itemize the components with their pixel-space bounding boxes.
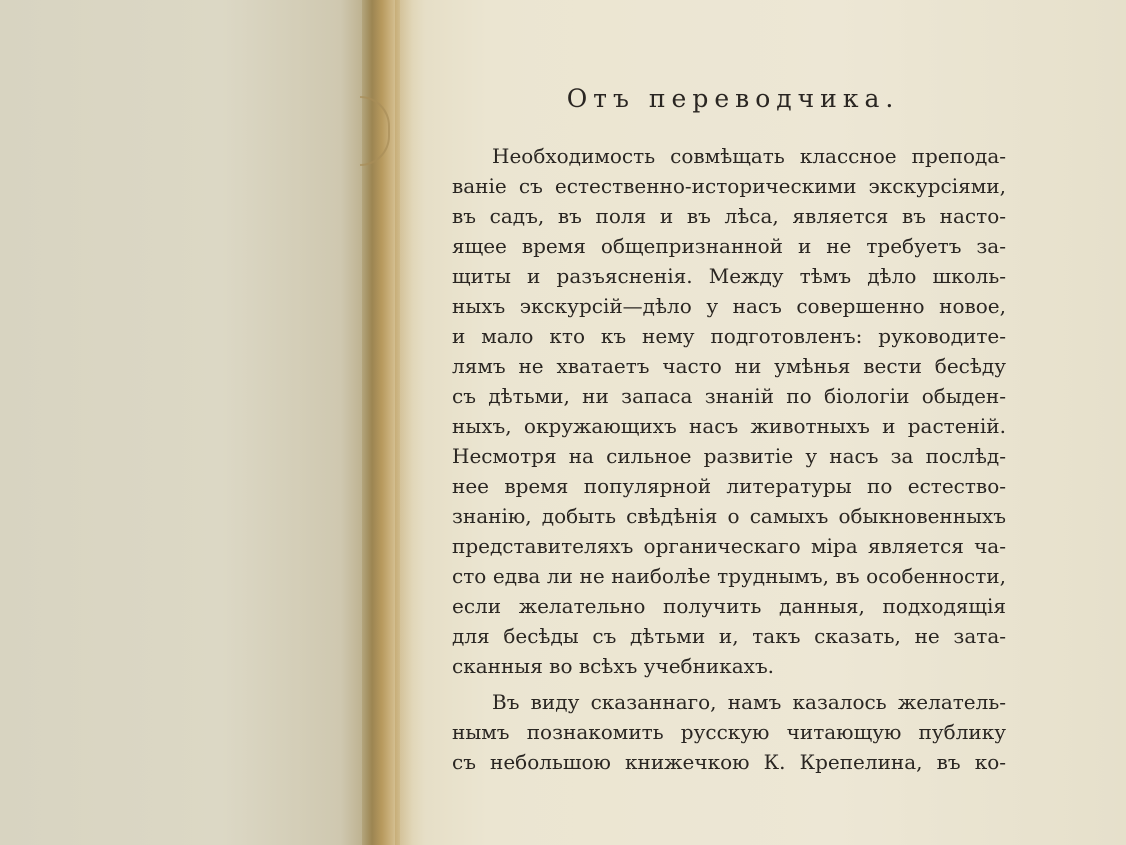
- text-line: если желательно получить данныя, подходящія: [452, 594, 1006, 618]
- text-line: нымъ познакомить русскую читающую публику: [452, 720, 1006, 744]
- text-line: Необходимость совмѣщать классное препода-: [492, 144, 1006, 168]
- paragraph-2: [452, 687, 1006, 777]
- text-line: съ небольшою книжечкою К. Крепелина, въ ко-: [452, 750, 1006, 774]
- text-line: съ дѣтьми, ни запаса знаній по біологіи обыден-: [452, 384, 1006, 408]
- text-line: ящее время общепризнанной и не требуетъ за-: [452, 234, 1006, 258]
- page-text: [452, 84, 1006, 777]
- gutter-stain: [395, 0, 425, 845]
- text-line: сто едва ли не наиболѣе труднымъ, въ особенности,: [452, 564, 1006, 588]
- text-line: нее время популярной литературы по естество-: [452, 474, 1006, 498]
- text-line: Въ виду сказаннаго, намъ казалось желатель-: [492, 690, 1006, 714]
- text-line: ваніе съ естественно-историческими экскурсіями,: [452, 174, 1006, 198]
- text-line: щиты и разъясненія. Между тѣмъ дѣло школь-: [452, 264, 1006, 288]
- text-line: для бесѣды съ дѣтьми и, такъ сказать, не зата-: [452, 624, 1006, 648]
- page-heading: Отъ переводчика.: [566, 84, 900, 113]
- text-line: Несмотря на сильное развитіе у насъ за послѣд-: [452, 444, 1006, 468]
- text-line: и мало кто къ нему подготовленъ: руководите-: [452, 324, 1006, 348]
- text-line: представителяхъ органическаго міра является ча-: [452, 534, 1006, 558]
- text-line: въ садъ, въ поля и въ лѣса, является въ насто-: [452, 204, 1006, 228]
- text-line: ныхъ экскурсій—дѣло у насъ совершенно новое,: [452, 294, 1006, 318]
- text-line: лямъ не хватаетъ часто ни умѣнья вести бесѣду: [452, 354, 1006, 378]
- left-page-blank: [0, 0, 370, 845]
- text-line: знанію, добыть свѣдѣнія о самыхъ обыкновенныхъ: [452, 504, 1006, 528]
- text-line: сканныя во всѣхъ учебникахъ.: [452, 654, 775, 678]
- paragraph-1: [452, 141, 1006, 681]
- text-line: ныхъ, окружающихъ насъ животныхъ и растеній.: [452, 414, 1006, 438]
